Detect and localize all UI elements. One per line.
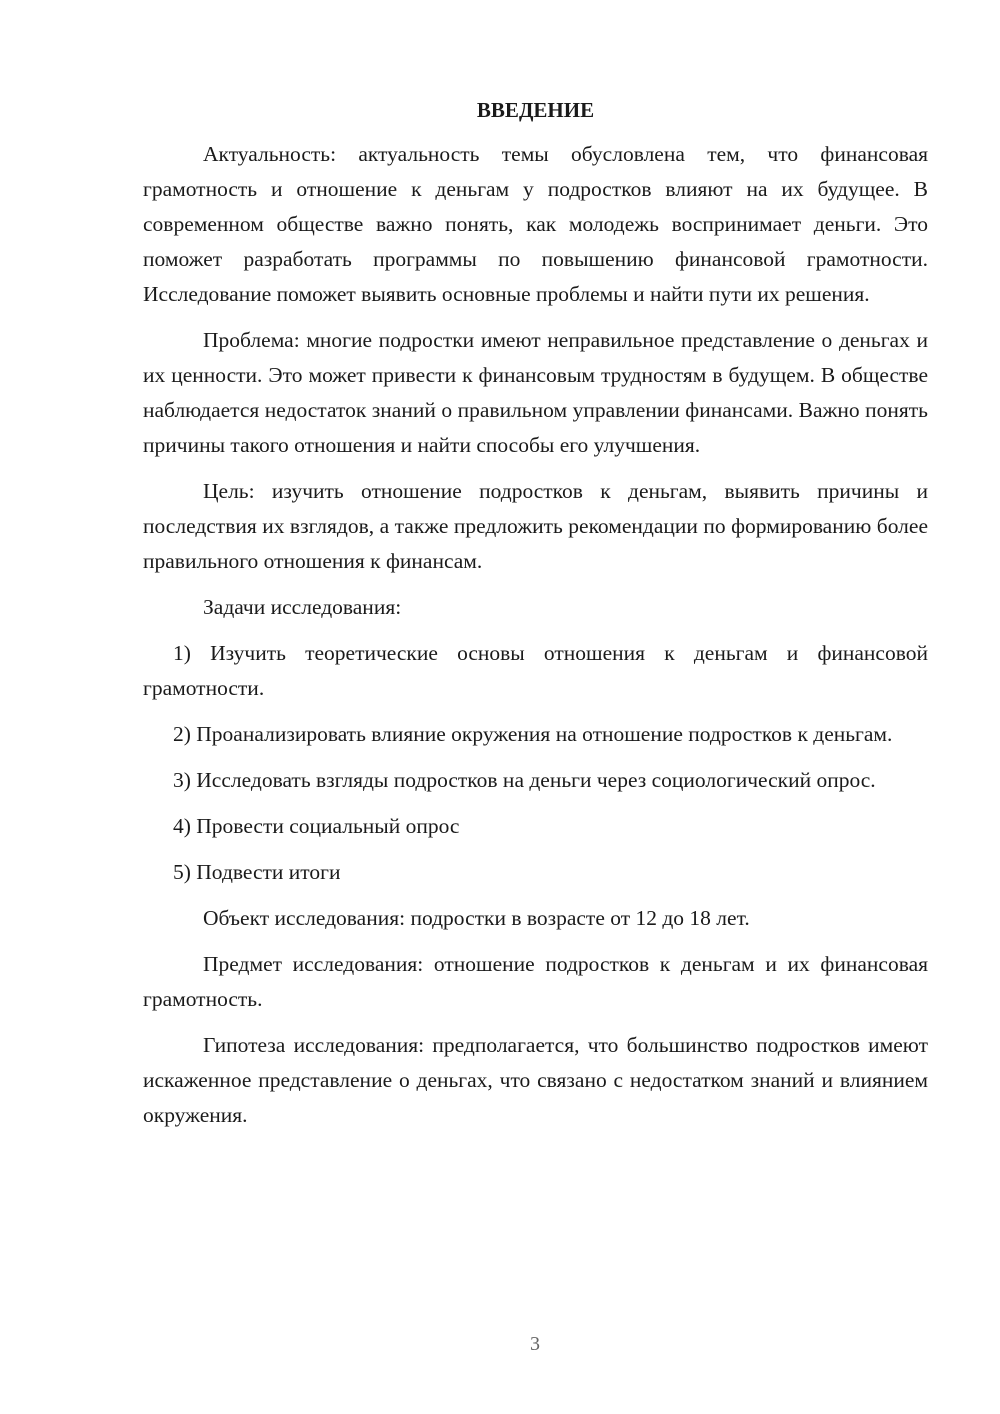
paragraph-goal: Цель: изучить отношение подростков к деньгам, выявить причины и последствия их взглядов, а также предложить рекомендации по формированию более правильного отношения к финансам. [143,479,928,573]
paragraph-subject: Предмет исследования: отношение подростков к деньгам и их финансовая грамотность. [143,952,928,1011]
task-item: 5) Подвести итоги [173,860,341,884]
page-number: 3 [530,1333,540,1355]
task-item: 4) Провести социальный опрос [173,814,460,838]
paragraph-object: Объект исследования: подростки в возрасте от 12 до 18 лет. [203,906,750,930]
paragraph-relevance: Актуальность: актуальность темы обусловлена тем, что финансовая грамотность и отношение к деньгам у подростков влияют на их будущее. В современном обществе важно понять, как молодежь воспринимает деньги. Это поможет разработать программы по повышению финансовой грамотности. Исследование поможет выявить основные проблемы и найти пути их решения. [143,142,928,306]
paragraph-hypothesis: Гипотеза исследования: предполагается, что большинство подростков имеют искаженное представление о деньгах, что связано с недостатком знаний и влиянием окружения. [143,1033,928,1127]
paragraph-problem: Проблема: многие подростки имеют неправильное представление о деньгах и их ценности. Это может привести к финансовым трудностям в будущем. В обществе наблюдается недостаток знаний о правильном управлении финансами. Важно понять причины такого отношения и найти способы его улучшения. [143,328,928,457]
task-item: 2) Проанализировать влияние окружения на отношение подростков к деньгам. [173,722,893,746]
section-heading: ВВЕДЕНИЕ [476,98,595,122]
paragraph-tasks-title: Задачи исследования: [203,595,402,619]
document-page [143,95,928,1144]
task-item: 3) Исследовать взгляды подростков на деньги через социологический опрос. [173,768,876,792]
task-item: 1) Изучить теоретические основы отношения к деньгам и финансовой грамотности. [143,641,928,700]
